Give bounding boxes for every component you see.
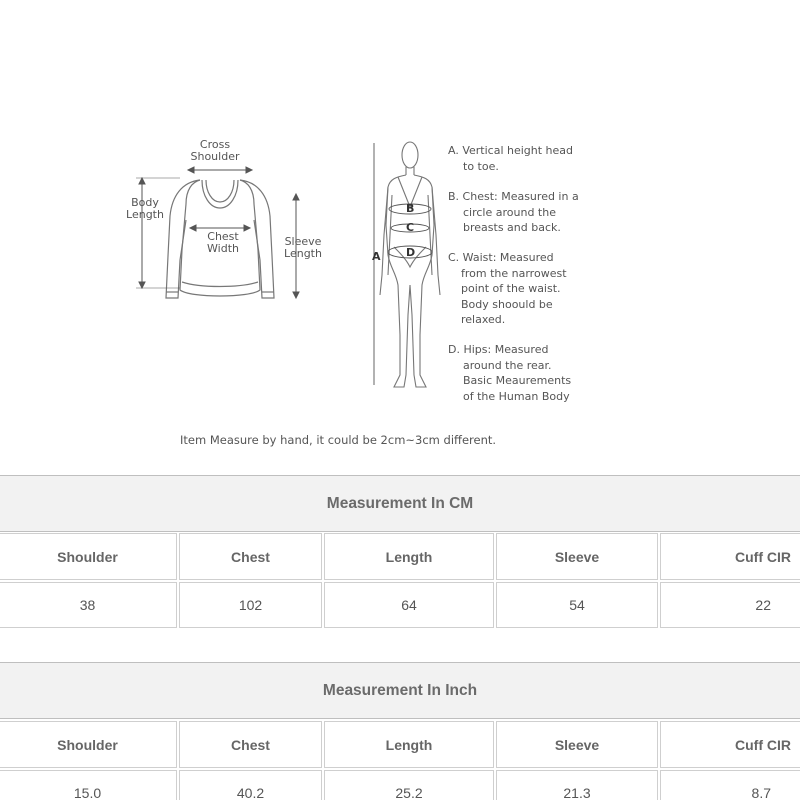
note-c-line-2: from the narrowest: [461, 266, 567, 280]
note-c-line-5: relaxed.: [461, 313, 506, 326]
note-c-line-3: point of the waist.: [461, 282, 561, 295]
cross-shoulder-line-2: Shoulder: [190, 150, 240, 163]
note-d-line-3: Basic Meaurements: [463, 374, 572, 387]
body-length-line-2: Length: [126, 208, 164, 221]
note-d-line-4: of the Human Body: [463, 389, 570, 403]
cross-shoulder-line-1: Cross: [199, 138, 231, 151]
chest-width-label: [198, 231, 248, 255]
human-body-figure: [370, 135, 450, 395]
note-c-line-1: C. Waist: Measured: [448, 251, 554, 264]
inch-header-sleeve: Sleeve: [496, 721, 658, 768]
inch-value-cuff: 8.7: [660, 770, 800, 800]
note-b-line-1: B. Chest: Measured in a: [448, 190, 579, 203]
note-d: [448, 342, 598, 404]
chest-width-line-2: Width: [207, 242, 239, 255]
inch-header-cuff: Cuff CIR: [660, 721, 800, 768]
note-a-line-2: to toe.: [463, 159, 499, 173]
inch-header-chest: Chest: [179, 721, 322, 768]
note-b: [448, 189, 598, 236]
body-length-line-1: Body: [131, 196, 159, 209]
cm-value-shoulder: 38: [0, 582, 177, 628]
mark-a: A: [372, 250, 381, 263]
inch-value-sleeve: 21.3: [496, 770, 658, 800]
mark-d: D: [406, 246, 416, 259]
inch-table-title: Measurement In Inch: [0, 662, 800, 719]
note-b-line-3: breasts and back.: [463, 221, 561, 234]
inch-header-length: Length: [324, 721, 494, 768]
sleeve-length-line-2: Length: [284, 247, 322, 260]
note-c-line-4: Body shoould be: [461, 297, 553, 311]
measure-disclaimer: Item Measure by hand, it could be 2cm~3cm different.: [180, 433, 497, 447]
mark-b: B: [406, 202, 415, 215]
note-a: [448, 143, 598, 174]
cm-table-title: Measurement In CM: [0, 475, 800, 532]
inch-header-shoulder: Shoulder: [0, 721, 177, 768]
inch-value-length: 25.2: [324, 770, 494, 800]
note-c: [448, 250, 598, 328]
cm-value-sleeve: 54: [496, 582, 658, 628]
cm-value-length: 64: [324, 582, 494, 628]
note-a-line-1: A. Vertical height head: [448, 144, 574, 157]
chest-width-line-1: Chest: [207, 230, 239, 243]
cm-header-cuff: Cuff CIR: [660, 533, 800, 580]
inch-value-shoulder: 15.0: [0, 770, 177, 800]
sleeve-length-line-1: Sleeve: [284, 235, 322, 248]
inch-value-chest: 40.2: [179, 770, 322, 800]
cm-header-shoulder: Shoulder: [0, 533, 177, 580]
mark-c: C: [406, 221, 415, 234]
note-d-line-1: D. Hips: Measured: [448, 343, 549, 356]
cm-value-cuff: 22: [660, 582, 800, 628]
note-d-line-2: around the rear.: [463, 358, 552, 372]
body-length-label: [120, 197, 170, 221]
cm-header-length: Length: [324, 533, 494, 580]
sleeve-length-label: [278, 236, 328, 260]
cm-header-chest: Chest: [179, 533, 322, 580]
cm-header-sleeve: Sleeve: [496, 533, 658, 580]
cross-shoulder-label: [190, 139, 240, 163]
cm-value-chest: 102: [179, 582, 322, 628]
note-b-line-2: circle around the: [463, 205, 556, 219]
